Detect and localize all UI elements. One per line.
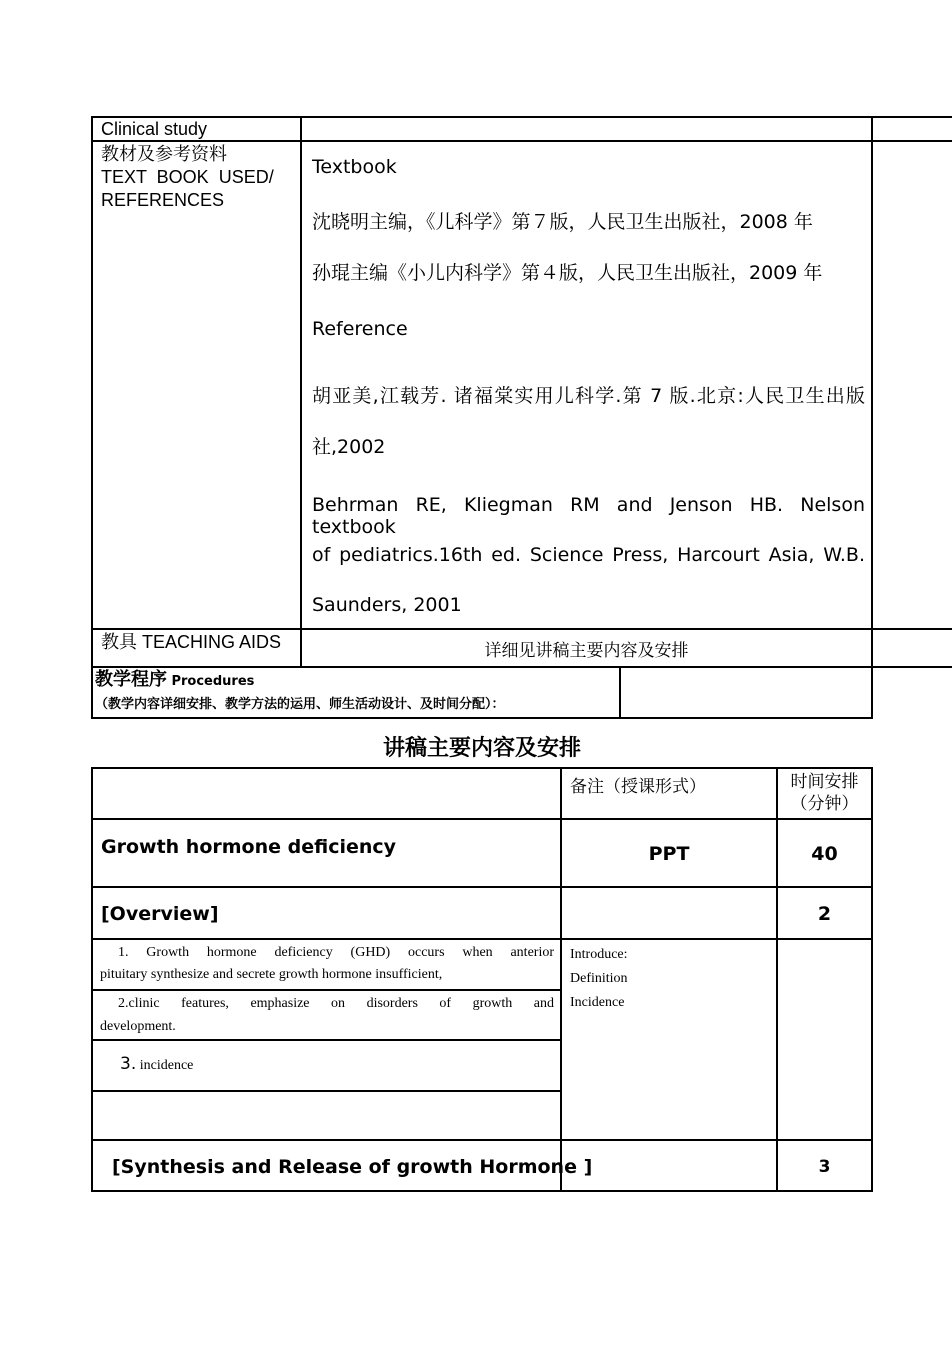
ref-line: Behrman RE, Kliegman RM and Jenson HB. Nelson textbook — [312, 494, 865, 538]
teaching-aids-label: 教具 TEACHING AIDS — [101, 632, 282, 652]
references-label-en-1: TEXT BOOK USED/ — [101, 167, 274, 187]
time-column-header — [778, 771, 871, 815]
topic-time: 40 — [811, 843, 838, 865]
references-label — [101, 143, 297, 212]
references-label-cn: 教材及参考资料 — [101, 144, 227, 164]
procedures-label-en: Procedures — [171, 674, 255, 689]
topic-title: Growth hormone deficiency — [101, 836, 397, 858]
overview-remark — [570, 943, 628, 1015]
ref-line: Textbook — [312, 156, 397, 178]
references-label-en-2: REFERENCES — [101, 190, 225, 210]
time-header-line1: 时间安排 — [790, 772, 859, 792]
overview-remark-line: Definition — [570, 971, 628, 986]
procedures-label-cn: 教学程序 — [95, 669, 167, 690]
overview-item-line: 2.clinic features, emphasize on disorders of growth and — [118, 996, 554, 1011]
overview-item-line: 1. Growth hormone deficiency (GHD) occurs when anterior — [118, 945, 554, 960]
procedures-note: （教学内容详细安排、教学方法的运用、师生活动设计、及时间分配）： — [95, 697, 505, 712]
overview-item-line: development. — [100, 1019, 176, 1034]
synthesis-title: [Synthesis and Release of growth Hormone ] — [112, 1156, 593, 1178]
ref-line: 社,2002 — [312, 436, 386, 458]
clinical-study-label: Clinical study — [101, 119, 208, 139]
remark-column-header: 备注（授课形式） — [570, 777, 706, 797]
overview-item — [120, 1054, 193, 1074]
overview-remark-line: Introduce: — [570, 947, 628, 962]
overview-time: 2 — [817, 903, 832, 925]
ref-line: Saunders, 2001 — [312, 594, 462, 616]
ref-line: 沈晓明主编，《儿科学》第７版，人民卫生出版社，2008 年 — [312, 211, 813, 233]
ref-line: Reference — [312, 318, 408, 340]
overview-item-line: pituitary synthesize and secrete growth hormone insufficient, — [100, 967, 443, 982]
time-header-line2: （分钟） — [790, 794, 859, 814]
overview-remark-line: Incidence — [570, 995, 625, 1010]
overview-item — [100, 942, 554, 986]
section-title: 讲稿主要内容及安排 — [382, 736, 581, 761]
ref-line: 孙琨主编《小儿内科学》第４版，人民卫生出版社，2009 年 — [312, 262, 823, 284]
overview-item-text: incidence — [136, 1058, 194, 1073]
procedures-label — [95, 668, 625, 716]
overview-item-number: 3. — [120, 1054, 137, 1074]
ref-line: of pediatrics.16th ed. Science Press, Harcourt Asia, W.B. — [312, 544, 865, 566]
overview-item — [100, 992, 554, 1038]
synthesis-time: 3 — [818, 1157, 831, 1177]
overview-title: [Overview] — [101, 903, 219, 925]
topic-remark: PPT — [648, 843, 690, 865]
ref-line: 胡亚美,江载芳. 诸福棠实用儿科学.第 7 版.北京:人民卫生出版 — [312, 385, 865, 407]
teaching-aids-value: 详细见讲稿主要内容及安排 — [484, 641, 689, 661]
